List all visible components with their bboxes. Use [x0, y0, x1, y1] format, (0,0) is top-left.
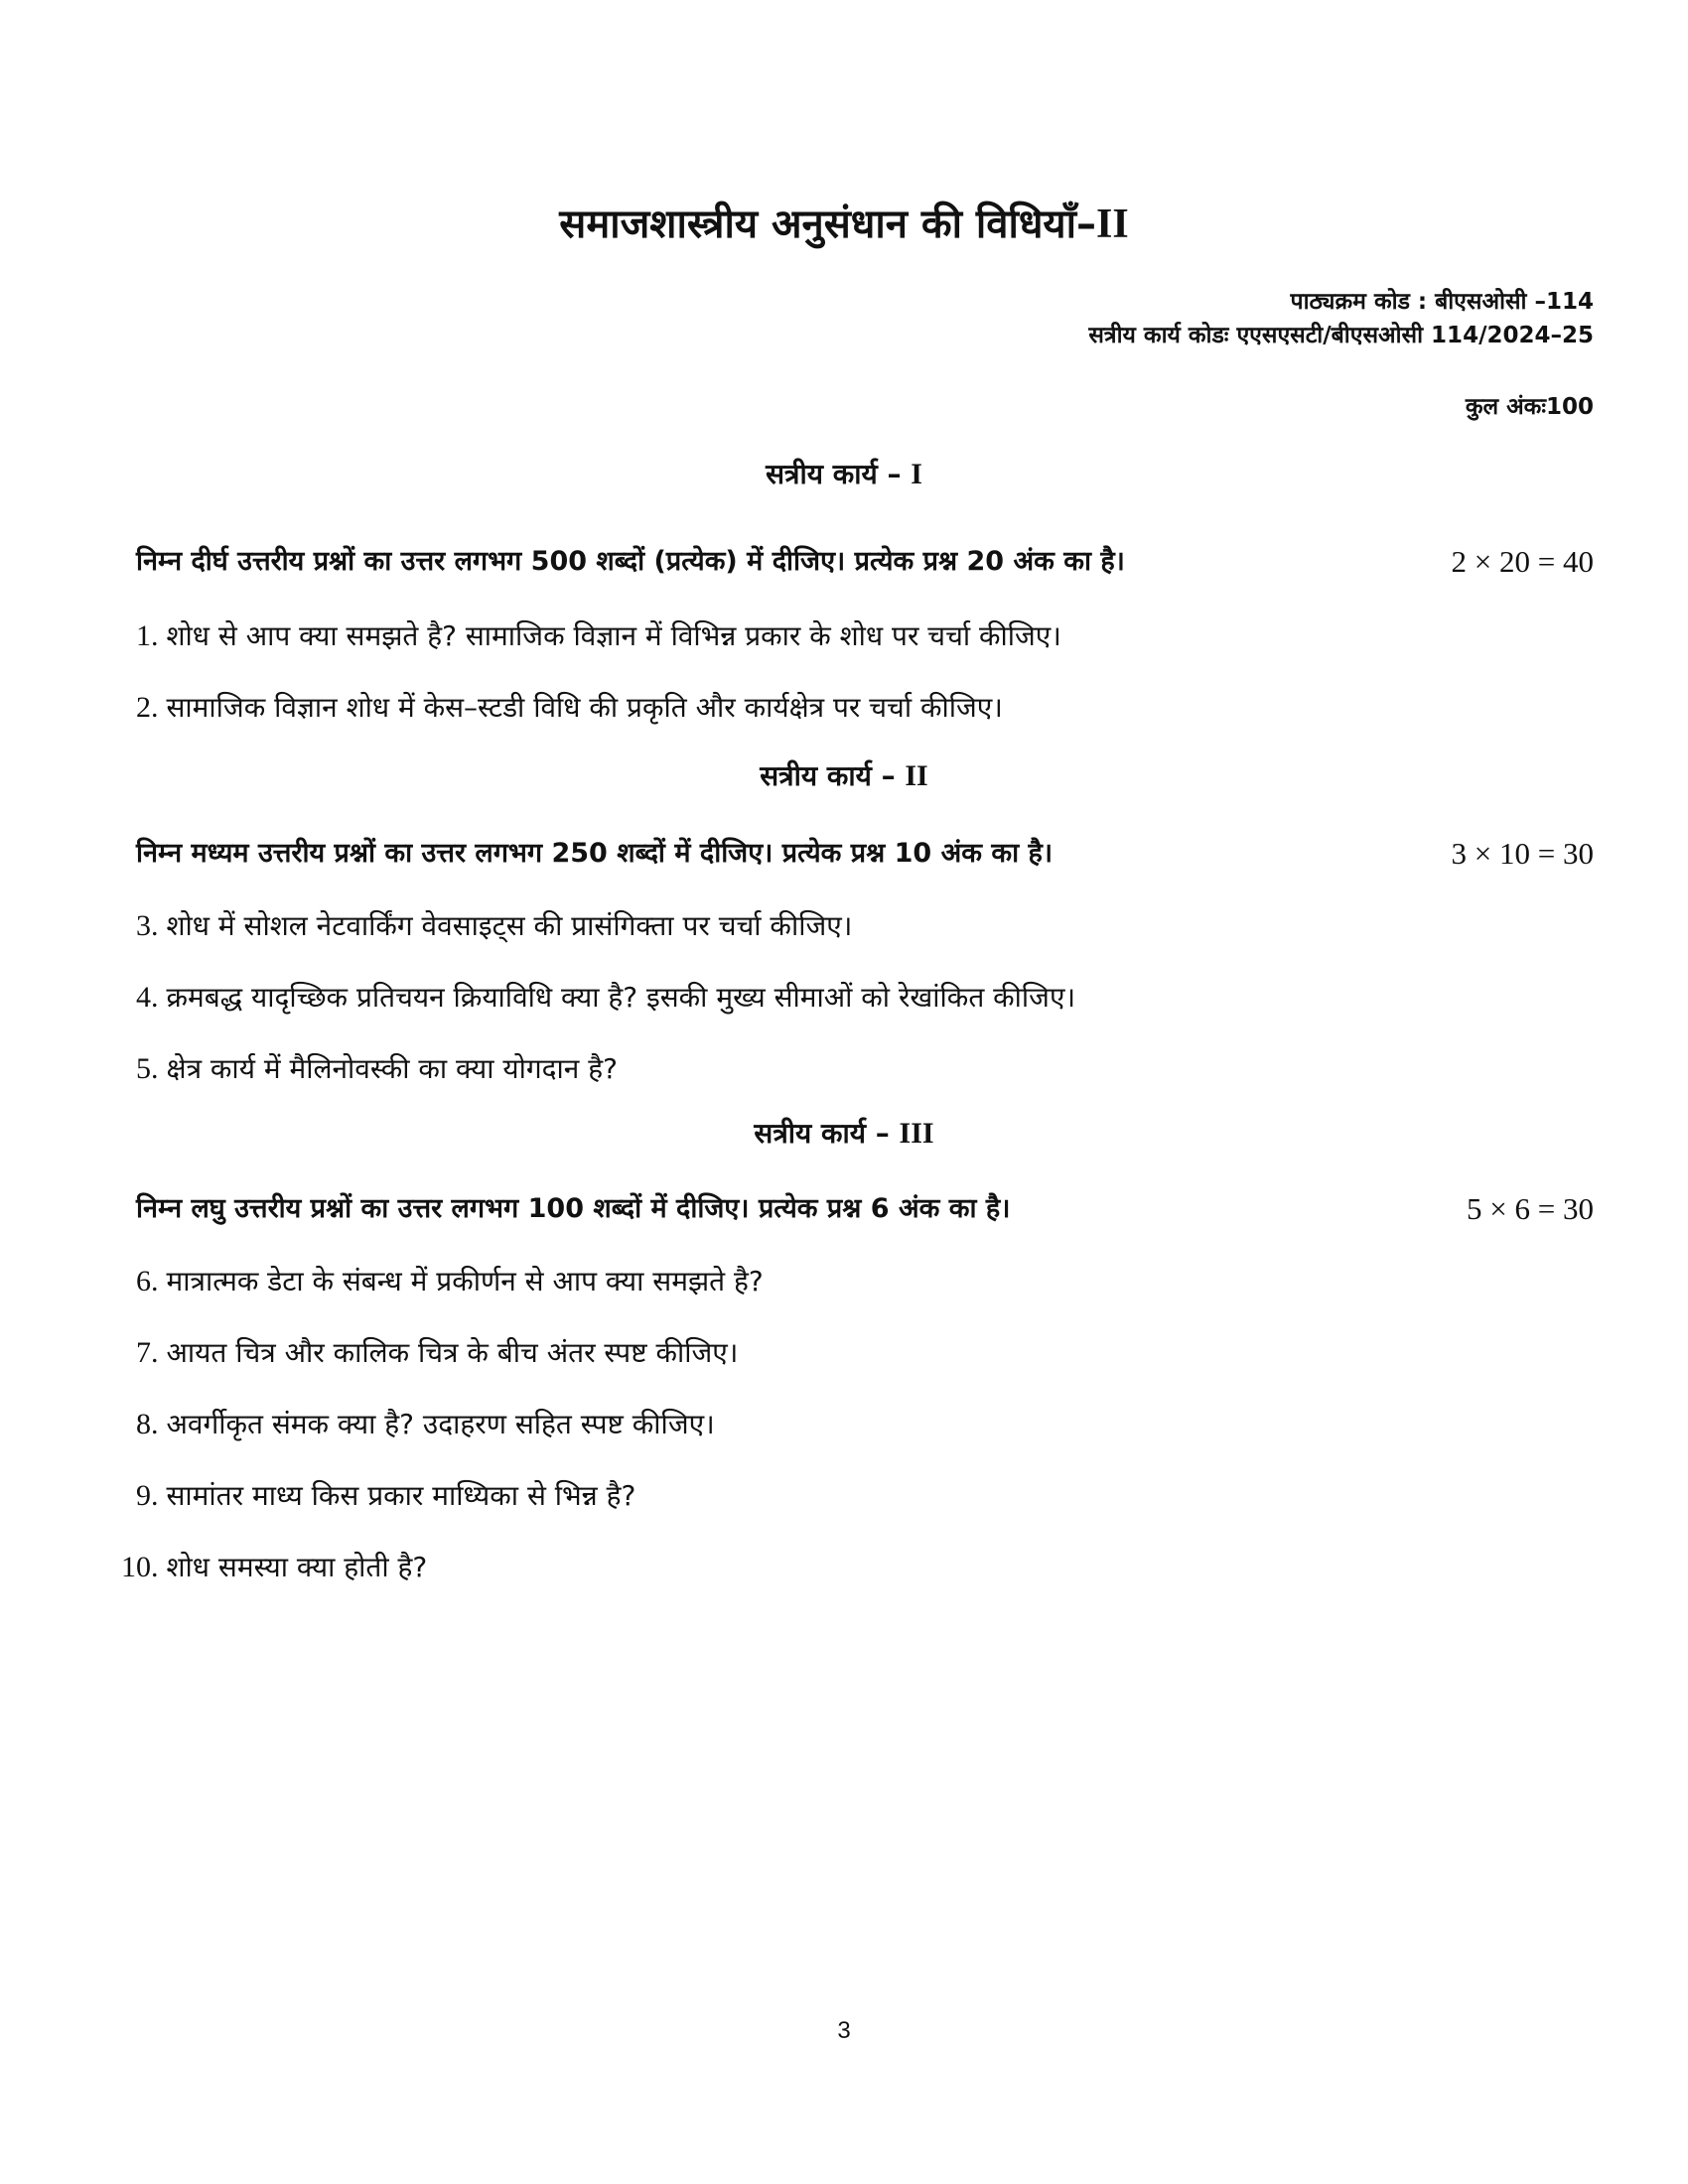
section-heading-text: सत्रीय कार्य – [760, 759, 896, 792]
question-text: आयत चित्र और कालिक चित्र के बीच अंतर स्पष्ट कीजिए। [166, 1336, 739, 1369]
document-title-text: समाजशास्त्रीय अनुसंधान की विधियाँ– [559, 202, 1096, 247]
question-item [136, 1332, 1594, 1374]
section-instruction-2: निम्न मध्यम उत्तरीय प्रश्नों का उत्तर लगभग 250 शब्दों में दीजिए। प्रत्येक प्रश्न 10 अंक का है। [136, 838, 1054, 869]
question-number: 8. [136, 1408, 159, 1440]
question-text: शोध में सोशल नेटवार्किंग वेवसाइट्स की प्रासंगिक्ता पर चर्चा कीजिए। [166, 909, 853, 942]
question-text: सामाजिक विज्ञान शोध में केस–स्टडी विधि की प्रकृति और कार्यक्षेत्र पर चर्चा कीजिए। [166, 691, 1003, 724]
question-number: 5. [136, 1052, 159, 1085]
question-item [136, 977, 1594, 1019]
question-number: 6. [136, 1265, 159, 1297]
section-heading-1 [0, 455, 1688, 494]
question-item [121, 1547, 1594, 1588]
question-text: मात्रात्मक डेटा के संबन्ध में प्रकीर्णन से आप क्या समझते है? [166, 1265, 764, 1297]
question-text: शोध से आप क्या समझते है? सामाजिक विज्ञान में विभिन्न प्रकार के शोध पर चर्चा कीजिए। [166, 619, 1061, 652]
page-number: 3 [837, 2017, 851, 2044]
question-text: क्रमबद्ध यादृच्छिक प्रतिचयन क्रियाविधि क्या है? इसकी मुख्य सीमाओं को रेखांकित कीजिए। [166, 981, 1076, 1014]
section-heading-text: सत्रीय कार्य – [766, 458, 902, 490]
question-number: 2. [136, 691, 159, 724]
question-item [136, 1261, 1594, 1302]
section-instruction-3: निम्न लघु उत्तरीय प्रश्नों का उत्तर लगभग 100 शब्दों में दीजिए। प्रत्येक प्रश्न 6 अंक का है। [136, 1193, 1011, 1224]
assignment-code: सत्रीय कार्य कोडः एएसएसटी/बीएसओसी 114/2024–25 [1088, 323, 1594, 348]
document-title-roman: II [1096, 202, 1129, 247]
total-marks: कुल अंकः100 [1465, 394, 1594, 420]
section-marks-3: 5 × 6 = 30 [1467, 1191, 1594, 1226]
section-heading-text: सत्रीय कार्य – [754, 1117, 890, 1150]
question-text: क्षेत्र कार्य में मैलिनोवस्की का क्या योगदान है? [166, 1052, 618, 1085]
section-heading-3 [0, 1114, 1688, 1154]
section-heading-roman: II [905, 759, 928, 792]
question-number: 7. [136, 1336, 159, 1369]
question-number: 10. [121, 1551, 159, 1583]
question-number: 3. [136, 909, 159, 942]
question-item [136, 905, 1594, 947]
question-number: 9. [136, 1479, 159, 1512]
document-title [0, 197, 1688, 252]
question-text: शोध समस्या क्या होती है? [166, 1551, 428, 1583]
section-marks-2: 3 × 10 = 30 [1451, 836, 1594, 871]
section-heading-2 [0, 756, 1688, 796]
question-item [136, 615, 1594, 657]
question-text: सामांतर माध्य किस प्रकार माध्यिका से भिन्न है? [166, 1479, 636, 1512]
section-marks-1: 2 × 20 = 40 [1451, 544, 1594, 579]
question-number: 1. [136, 619, 159, 652]
question-item [136, 1404, 1594, 1445]
section-heading-roman: I [911, 458, 922, 490]
question-item [136, 1048, 1594, 1090]
course-code: पाठ्यक्रम कोड : बीएसओसी –114 [1290, 289, 1594, 315]
section-instruction-1: निम्न दीर्घ उत्तरीय प्रश्नों का उत्तर लगभग 500 शब्दों (प्रत्येक) में दीजिए। प्रत्येक प्रश्न 20 अंक का है। [136, 546, 1125, 577]
question-text: अवर्गीकृत संमक क्या है? उदाहरण सहित स्पष्ट कीजिए। [166, 1408, 715, 1440]
section-heading-roman: III [899, 1117, 934, 1150]
question-item [136, 687, 1594, 729]
question-number: 4. [136, 981, 159, 1014]
question-item [136, 1475, 1594, 1517]
